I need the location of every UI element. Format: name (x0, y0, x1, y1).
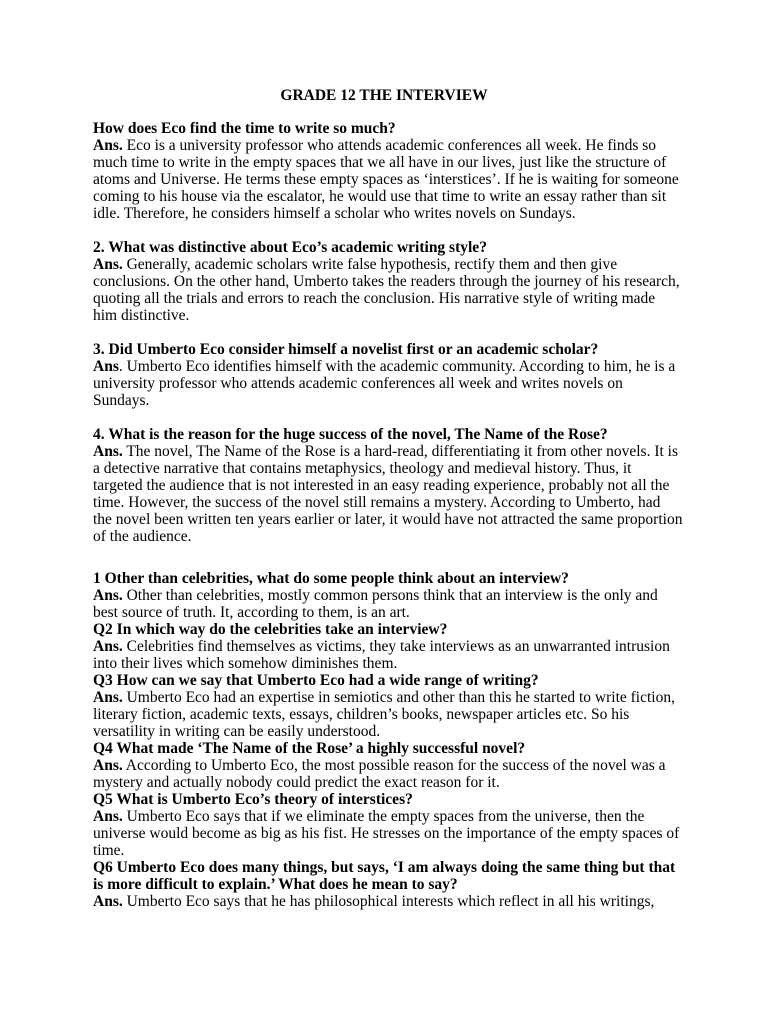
ans-label: Ans. (93, 808, 123, 825)
section-long-answers (93, 120, 683, 545)
short-question-2: Q2 In which way do the celebrities take an interview? (93, 621, 448, 638)
question-4: 4. What is the reason for the huge success of the novel, The Name of the Rose? (93, 426, 608, 443)
short-answer-1 (93, 587, 683, 621)
answer-text: According to Umberto Eco, the most possible reason for the success of the novel was a mystery and actually nobody could predict the exact reason for it. (93, 757, 666, 791)
ans-label: Ans. (93, 689, 123, 706)
ans-label: Ans (93, 358, 119, 375)
section-short-answers (93, 570, 683, 910)
short-answer-6 (93, 893, 683, 910)
ans-label: Ans. (93, 757, 123, 774)
ans-label: Ans. (93, 587, 123, 604)
answer-text: Eco is a university professor who attends academic conferences all week. He finds so much time to write in the empty spaces that we all have in our lives, just like the structure of atoms and Universe. He terms these empty spaces as ‘interstices’. If he is waiting for someone coming to his house via the escalator, he would use that time to write an essay rather than sit idle. Therefore, he considers himself a scholar who writes novels on Sundays. (93, 137, 679, 222)
short-question-4: Q4 What made ‘The Name of the Rose’ a highly successful novel? (93, 740, 526, 757)
answer-2 (93, 256, 683, 324)
ans-label: Ans. (93, 443, 123, 460)
short-question-3: Q3 How can we say that Umberto Eco had a wide range of writing? (93, 672, 539, 689)
short-answer-3 (93, 689, 683, 740)
answer-text: Umberto Eco had an expertise in semiotics and other than this he started to write fiction, literary fiction, academic texts, essays, children’s books, newspaper articles etc. So his versatility in writing can be easily understood. (93, 689, 675, 740)
short-answer-5 (93, 808, 683, 859)
short-question-5: Q5 What is Umberto Eco’s theory of interstices? (93, 791, 413, 808)
short-answer-4 (93, 757, 683, 791)
answer-3 (93, 358, 683, 409)
short-question-6: Q6 Umberto Eco does many things, but says, ‘I am always doing the same thing but that is more difficult to explain.’ What does he mean to say? (93, 859, 676, 893)
ans-label: Ans. (93, 638, 123, 655)
ans-label: Ans. (93, 256, 123, 273)
short-question-1: 1 Other than celebrities, what do some people think about an interview? (93, 570, 569, 587)
ans-label: Ans. (93, 893, 123, 910)
answer-text: Umberto Eco says that if we eliminate the empty spaces from the universe, then the universe would become as big as his fist. He stresses on the importance of the empty spaces of time. (93, 808, 680, 859)
answer-text: Celebrities find themselves as victims, they take interviews as an unwarranted intrusion into their lives which somehow diminishes them. (93, 638, 670, 672)
answer-4 (93, 443, 683, 545)
answer-text: . Umberto Eco identifies himself with the academic community. According to him, he is a university professor who attends academic conferences all week and writes novels on Sundays. (93, 358, 676, 409)
answer-1 (93, 137, 683, 222)
short-answer-2 (93, 638, 683, 672)
ans-label: Ans. (93, 137, 123, 154)
answer-text: The novel, The Name of the Rose is a hard-read, differentiating it from other novels. It is a detective narrative that contains metaphysics, theology and medieval history. Thus, it targeted the audience that is not interested in an easy reading experience, probably not all the time. However, the success of the novel still remains a mystery. According to Umberto, had the novel been written ten years earlier or later, it would have not attracted the same proportion of the audience. (93, 443, 683, 545)
answer-text: Umberto Eco says that he has philosophical interests which reflect in all his writings, (122, 893, 655, 910)
page-title: GRADE 12 THE INTERVIEW (280, 87, 488, 104)
question-1: How does Eco find the time to write so much? (93, 120, 396, 137)
question-2: 2. What was distinctive about Eco’s academic writing style? (93, 239, 487, 256)
answer-text: Generally, academic scholars write false hypothesis, rectify them and then give conclusions. On the other hand, Umberto takes the readers through the journey of his research, quoting all the trials and errors to reach the conclusion. His narrative style of writing made him distinctive. (93, 256, 680, 324)
answer-text: Other than celebrities, mostly common persons think that an interview is the only and best source of truth. It, according to them, is an art. (93, 587, 658, 621)
question-3: 3. Did Umberto Eco consider himself a novelist first or an academic scholar? (93, 341, 599, 358)
